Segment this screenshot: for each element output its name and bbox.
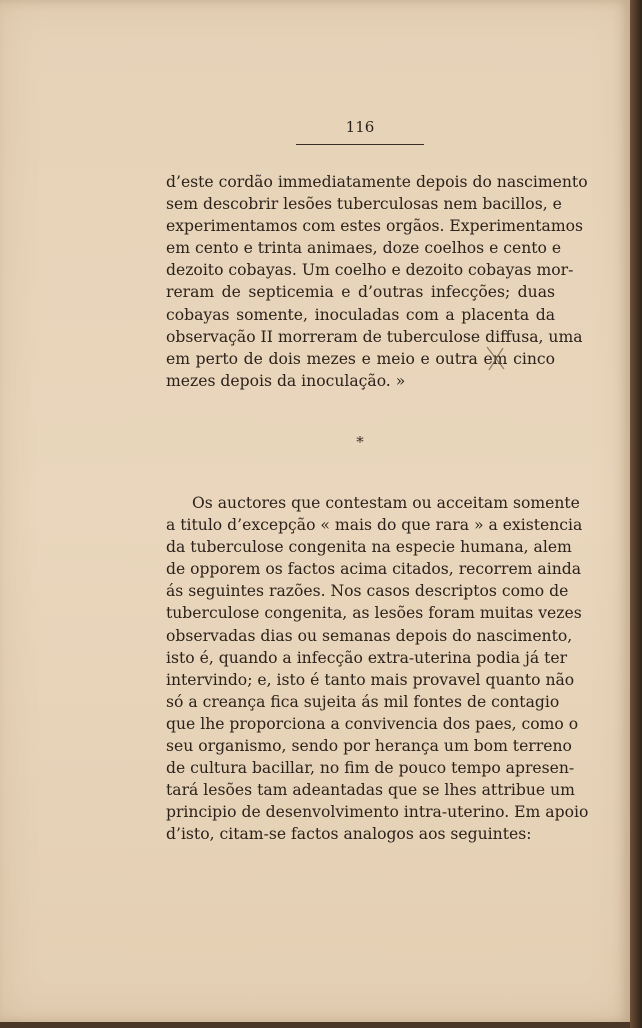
- section-separator: *: [356, 433, 364, 451]
- text-line: que lhe proporciona a convivencia dos paes, como o: [166, 714, 579, 733]
- text-line: a titulo d’excepção « mais do que rara » a existencia: [166, 516, 583, 535]
- text-line: tará lesões tam adeantadas que se lhes attribue um: [166, 781, 575, 800]
- text-line: dezoito cobayas. Um coelho e dezoito cobayas mor-: [166, 261, 574, 280]
- page-number: 116: [345, 118, 375, 136]
- text-line: reram de septicemia e d’outras infecções; duas: [166, 283, 555, 302]
- text-line: tuberculose congenita, as lesões foram muitas vezes: [166, 604, 582, 623]
- text-line: seu organismo, sendo por herança um bom terreno: [166, 737, 572, 756]
- text-line: da tuberculose congenita na especie humana, alem: [166, 538, 572, 557]
- paragraph-two: [166, 492, 589, 846]
- text-line: d’isto, citam-se factos analogos aos seguintes:: [166, 825, 532, 844]
- book-spine-edge: [630, 0, 642, 1028]
- pencil-strike-mark: [484, 345, 508, 373]
- page-bottom-edge: [0, 1022, 630, 1028]
- text-line: experimentamos com estes orgãos. Experimentamos: [166, 217, 584, 236]
- text-line: observação II morreram de tuberculose diffusa, uma: [166, 327, 583, 346]
- text-line: só a creança fica sujeita ás mil fontes de contagio: [166, 692, 560, 711]
- text-line: isto é, quando a infecção extra-uterina podia já ter: [166, 648, 568, 667]
- text-line: de cultura bacillar, no fim de pouco tempo apresen-: [166, 759, 575, 778]
- text-line: em perto de dois mezes e meio e outra em cinco: [166, 349, 555, 368]
- header-rule: [296, 144, 424, 145]
- text-line: observadas dias ou semanas depois do nascimento,: [166, 626, 573, 645]
- text-line: cobayas somente, inoculadas com a placenta da: [166, 305, 555, 324]
- text-line: intervindo; e, isto é tanto mais provavel quanto não: [166, 670, 575, 689]
- text-line: de opporem os factos acima citados, recorrem ainda: [166, 560, 582, 579]
- text-line: em cento e trinta animaes, doze coelhos e cento e: [166, 239, 562, 258]
- text-line: d’este cordão immediatamente depois do nascimento: [166, 173, 588, 191]
- text-line: Os auctores que contestam ou acceitam somente: [192, 494, 580, 512]
- text-line: principio de desenvolvimento intra-uterino. Em apoio: [166, 803, 589, 822]
- text-line: ás seguintes razões. Nos casos descriptos como de: [166, 582, 569, 601]
- text-line: mezes depois da inoculação. »: [166, 371, 406, 390]
- text-line: sem descobrir lesões tuberculosas nem bacillos, e: [166, 195, 562, 214]
